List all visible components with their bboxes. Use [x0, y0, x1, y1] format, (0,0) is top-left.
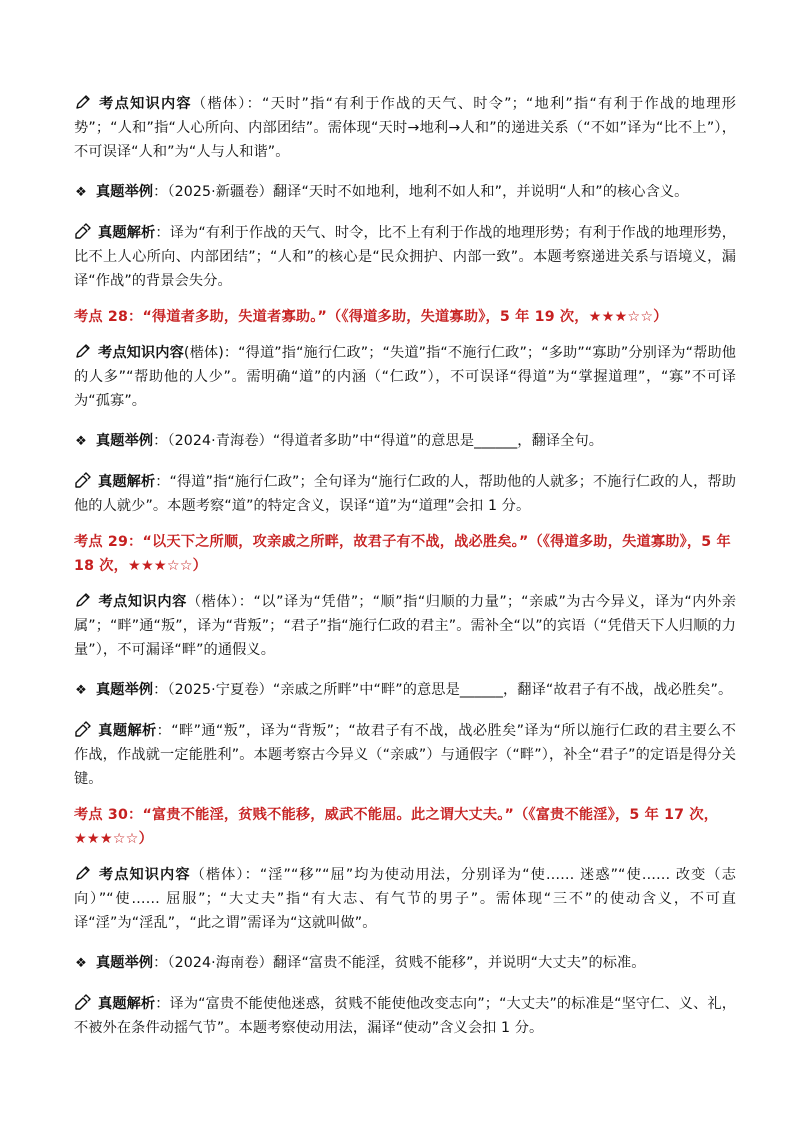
example-label: 真题举例	[96, 184, 154, 200]
knowledge-text: (楷体)：“得道”指“施行仁政”；“失道”指“不施行仁政”；“多助”“寡助”分别译为“帮助他的人多”“帮助他的人少”。需明确“道”的内涵（“仁政”），不可误译“得道”为“掌握道理”，“寡”不可译为“孤寡”。	[74, 345, 736, 409]
example-text: ：（2024·海南卷）翻译“富贵不能淫，贫贱不能移”，并说明“大丈夫”的标准。	[153, 955, 646, 971]
analysis-label: 真题解析	[98, 474, 156, 490]
kaodian-30-heading: 考点 30：“富贵不能淫，贫贱不能移，威武不能屈。此之谓大丈夫。”（《富贵不能淫》，5 年 17 次，★★★☆☆）	[74, 807, 719, 847]
pencil-icon	[74, 94, 92, 110]
example-paragraph	[74, 180, 736, 205]
knowledge-label: 考点知识内容	[98, 345, 184, 361]
example-label: 真题举例	[96, 955, 154, 971]
knowledge-label: 考点知识内容	[98, 867, 191, 883]
knowledge-paragraph	[74, 590, 736, 662]
analysis-paragraph	[74, 470, 736, 518]
example-paragraph	[74, 429, 736, 454]
example-label: 真题举例	[96, 433, 154, 449]
knowledge-text: （楷体）：“天时”指“有利于作战的天气、时令”；“地利”指“有利于作战的地理形势”；“人和”指“人心所向、内部团结”。需体现“天时→地利→人和”的递进关系（“不如”译为“比不上”），不可误译“人和”为“人与人和谐”。	[74, 96, 736, 160]
kaodian-29-heading: 考点 29：“以天下之所顺，攻亲戚之所畔，故君子有不战，战必胜矣。”（《得道多助，失道寡助》，5 年 18 次，★★★☆☆）	[74, 534, 731, 574]
analysis-label: 真题解析	[98, 225, 156, 241]
knowledge-paragraph	[74, 863, 736, 935]
diamond-icon: ❖	[75, 956, 87, 971]
example-paragraph	[74, 678, 736, 703]
analysis-label: 真题解析	[98, 723, 157, 739]
knowledge-paragraph	[74, 92, 736, 164]
diamond-icon: ❖	[75, 434, 87, 449]
example-text: ：（2024·青海卷）“得道者多助”中“得道”的意思是______，翻译全句。	[153, 433, 604, 449]
kaodian-28-heading: 考点 28：“得道者多助，失道者寡助。”（《得道多助，失道寡助》，5 年 19 次，★★★☆☆）	[74, 309, 668, 325]
analysis-text: ：“畔”通“叛”，译为“背叛”；“故君子有不战，战必胜矣”译为“所以施行仁政的君主要么不作战，作战就一定能胜利”。本题考察古今异义（“亲戚”）与通假字（“畔”），补全“君子”的定语是得分关键。	[74, 723, 736, 787]
example-text: ：（2025·宁夏卷）“亲戚之所畔”中“畔”的意思是______，翻译“故君子有不战，战必胜矣”。	[153, 682, 733, 698]
edit-pencil-icon	[74, 994, 92, 1010]
knowledge-label: 考点知识内容	[98, 594, 187, 610]
analysis-label: 真题解析	[98, 996, 156, 1012]
edit-pencil-icon	[74, 223, 92, 239]
analysis-paragraph	[74, 719, 736, 791]
edit-pencil-icon	[74, 721, 92, 737]
example-paragraph	[74, 951, 736, 976]
analysis-text: ：译为“富贵不能使他迷惑，贫贱不能使他改变志向”；“大丈夫”的标准是“坚守仁、义、礼，不被外在条件动摇气节”。本题考察使动用法，漏译“使动”含义会扣 1 分。	[74, 996, 736, 1036]
edit-pencil-icon	[74, 472, 92, 488]
example-text: ：（2025·新疆卷）翻译“天时不如地利，地利不如人和”，并说明“人和”的核心含义。	[153, 184, 689, 200]
document-page	[74, 92, 736, 1040]
knowledge-label: 考点知识内容	[98, 96, 192, 112]
knowledge-text: （楷体）：“淫”“移”“屈”均为使动用法，分别译为“使…… 迷惑”“使…… 改变（志向）”“使…… 屈服”；“大丈夫”指“有大志、有气节的男子”。需体现“三不”的使动含义，不可直译“淫”为“淫乱”，“此之谓”需译为“这就叫做”。	[74, 867, 736, 931]
pencil-icon	[74, 592, 92, 608]
pencil-icon	[74, 865, 92, 881]
pencil-icon	[74, 343, 92, 359]
knowledge-paragraph	[74, 341, 736, 413]
diamond-icon: ❖	[75, 185, 87, 200]
analysis-text: ：“得道”指“施行仁政”；全句译为“施行仁政的人，帮助他的人就多；不施行仁政的人，帮助他的人就少”。本题考察“道”的特定含义，误译“道”为“道理”会扣 1 分。	[74, 474, 736, 514]
analysis-paragraph	[74, 992, 736, 1040]
example-label: 真题举例	[96, 682, 154, 698]
knowledge-text: （楷体）：“以”译为“凭借”；“顺”指“归顺的力量”；“亲戚”为古今异义，译为“内外亲属”；“畔”通“叛”，译为“背叛”；“君子”指“施行仁政的君主”。需补全“以”的宾语（“凭借天下人归顺的力量”），不可漏译“畔”的通假义。	[74, 594, 736, 658]
analysis-text: ：译为“有利于作战的天气、时令，比不上有利于作战的地理形势；有利于作战的地理形势，比不上人心所向、内部团结”；“人和”的核心是“民众拥护、内部一致”。本题考察递进关系与语境义，漏译“作战”的背景会失分。	[74, 225, 737, 289]
analysis-paragraph	[74, 221, 736, 293]
diamond-icon: ❖	[75, 683, 87, 698]
